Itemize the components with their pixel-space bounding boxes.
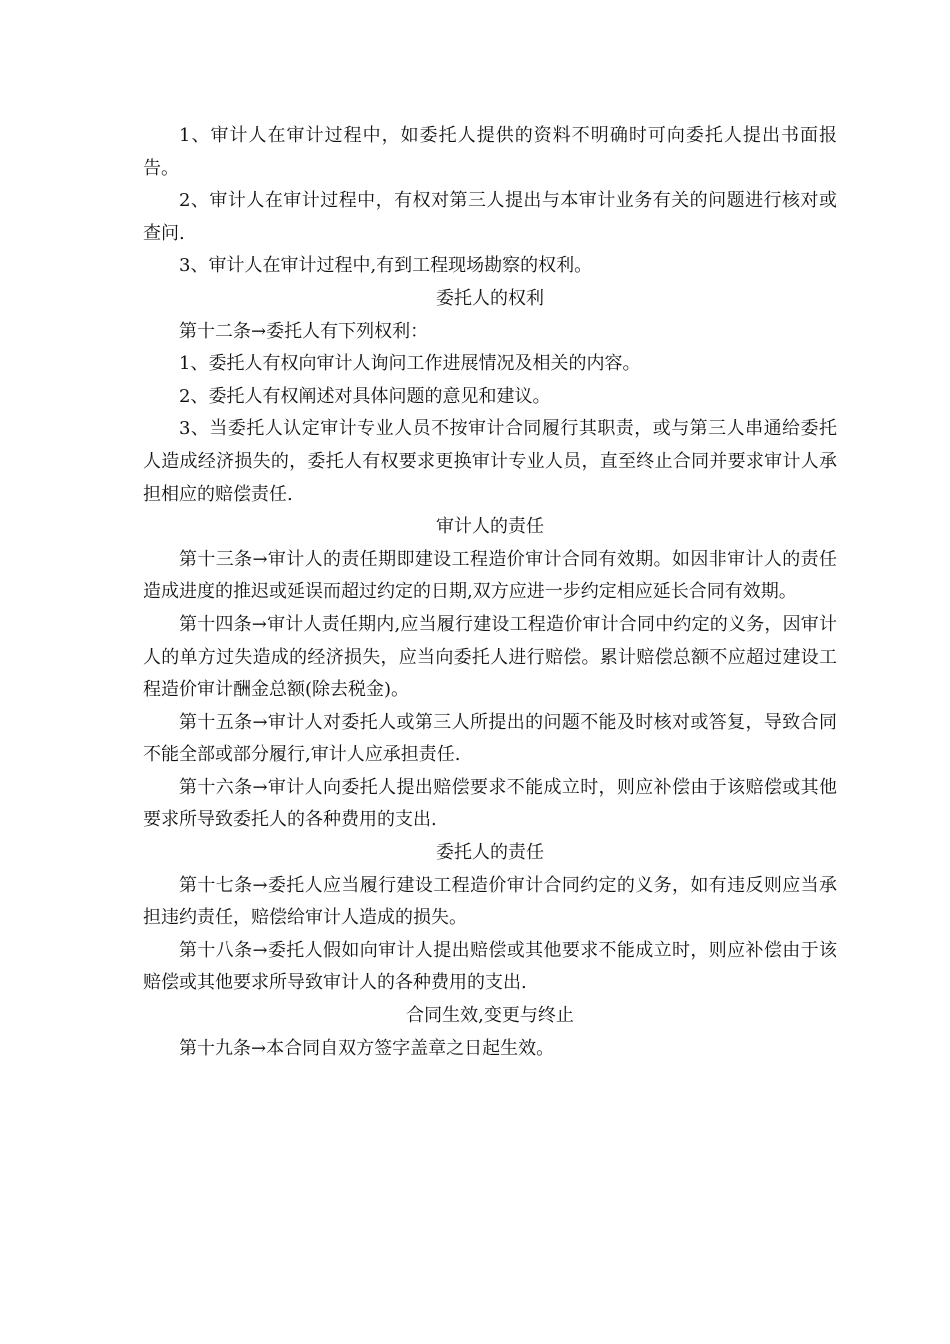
clause-paragraph: 2、审计人在审计过程中，有权对第三人提出与本审计业务有关的问题进行核对或查问.	[143, 190, 837, 244]
section-heading: 委托人的责任	[436, 842, 544, 864]
clause-paragraph: 2、委托人有权阐述对具体问题的意见和建议。	[179, 385, 551, 407]
article-paragraph: 第十九条→本合同自双方签字盖章之日起生效。	[179, 1037, 555, 1059]
clause-paragraph: 3、当委托人认定审计专业人员不按审计合同履行其职责，或与第三人串通给委托人造成经济损失的，委托人有权要求更换审计专业人员，直至终止合同并要求审计人承担相应的赔偿责任.	[143, 418, 837, 505]
article-paragraph: 第十五条→审计人对委托人或第三人所提出的问题不能及时核对或答复，导致合同不能全部或部分履行,审计人应承担责任.	[143, 711, 837, 766]
article-paragraph: 第十三条→审计人的责任期即建设工程造价审计合同有效期。如因非审计人的责任造成进度的推迟或延误而超过约定的日期,双方应进一步约定相应延长合同有效期。	[143, 548, 837, 603]
document-page	[143, 120, 837, 1065]
section-heading: 委托人的权利	[436, 287, 544, 309]
clause-paragraph: 1、审计人在审计过程中，如委托人提供的资料不明确时可向委托人提出书面报告。	[143, 125, 837, 179]
article-paragraph: 第十二条→委托人有下列权利：	[179, 320, 429, 342]
article-paragraph: 第十七条→委托人应当履行建设工程造价审计合同约定的义务，如有违反则应当承担违约责任，赔偿给审计人造成的损失。	[143, 874, 837, 929]
section-heading: 合同生效,变更与终止	[406, 1005, 574, 1027]
clause-paragraph: 1、委托人有权向审计人询问工作进展情况及相关的内容。	[179, 353, 641, 375]
clause-paragraph: 3、审计人在审计过程中,有到工程现场勘察的权利。	[179, 255, 593, 277]
article-paragraph: 第十六条→审计人向委托人提出赔偿要求不能成立时，则应补偿由于该赔偿或其他要求所导致委托人的各种费用的支出.	[143, 776, 837, 831]
section-heading: 审计人的责任	[436, 516, 544, 538]
article-paragraph: 第十八条→委托人假如向审计人提出赔偿或其他要求不能成立时，则应补偿由于该赔偿或其他要求所导致审计人的各种费用的支出.	[143, 939, 837, 994]
article-paragraph: 第十四条→审计人责任期内,应当履行建设工程造价审计合同中约定的义务，因审计人的单方过失造成的经济损失，应当向委托人进行赔偿。累计赔偿总额不应超过建设工程造价审计酬金总额(除去税金)。	[143, 613, 837, 701]
